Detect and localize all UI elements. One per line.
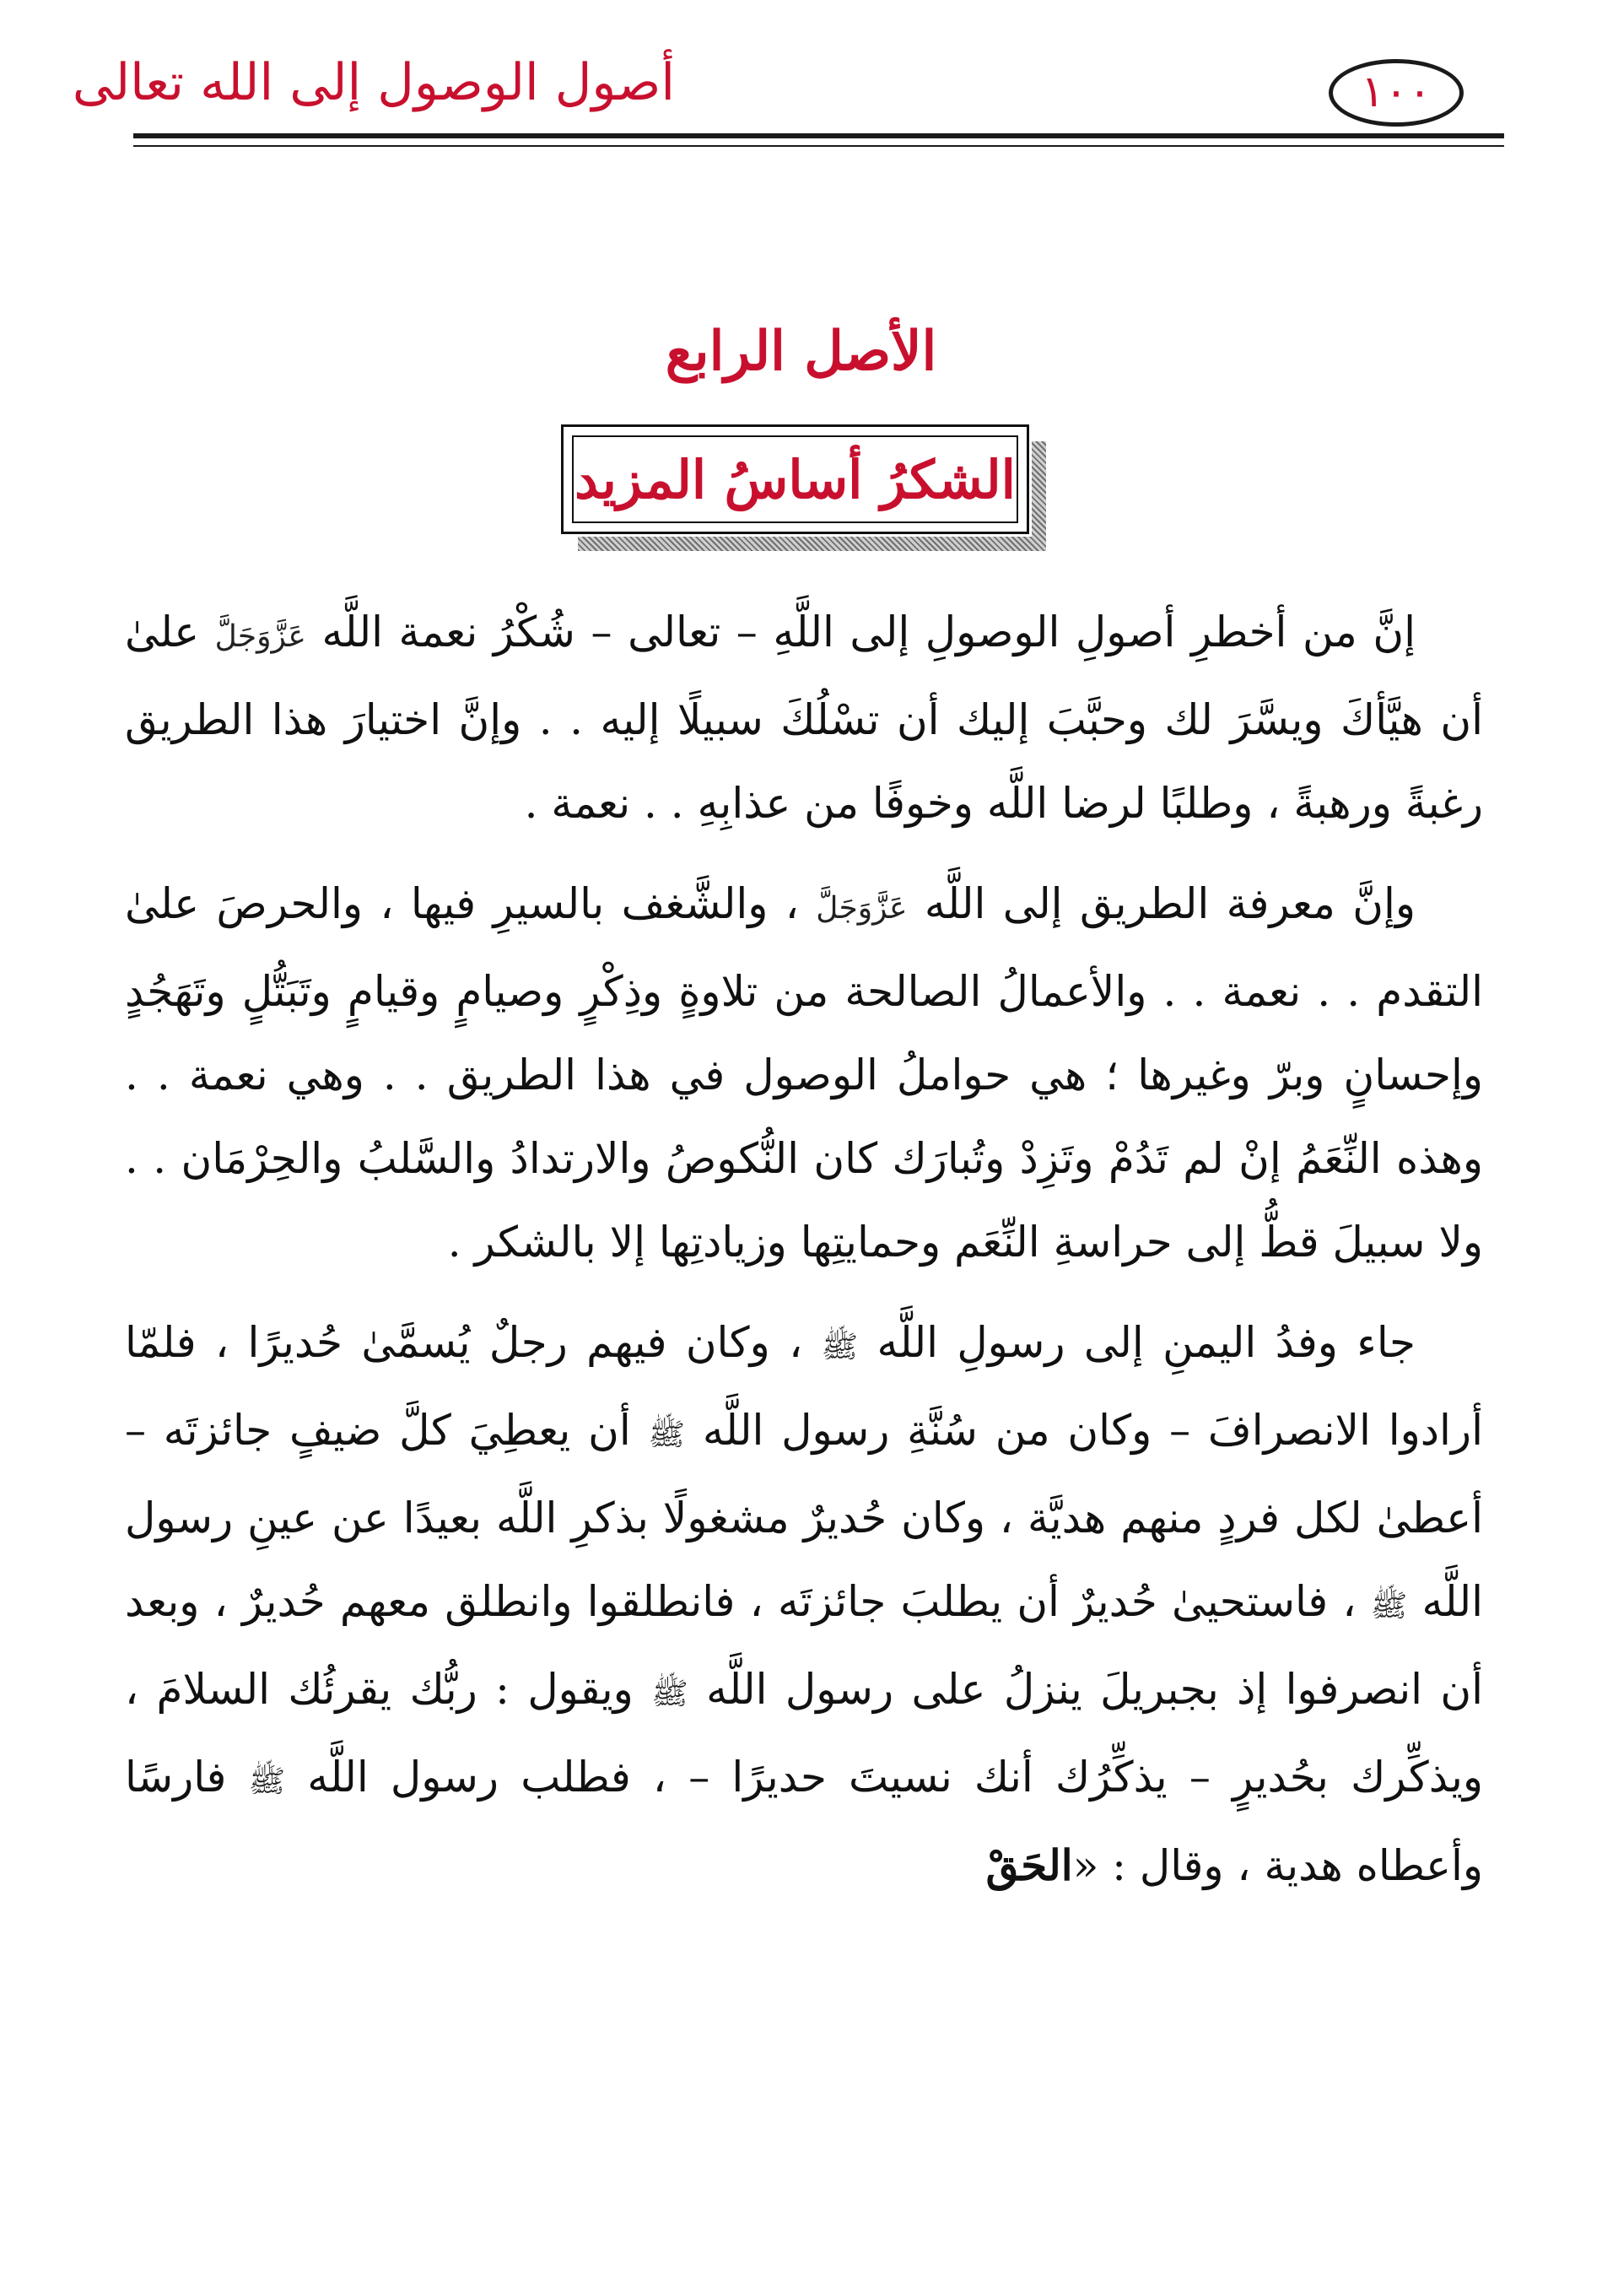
chapter-title: الأصل الرابع — [665, 320, 937, 383]
header-rule-thin — [133, 145, 1504, 147]
paragraph-1 — [125, 591, 1483, 845]
paragraph-2-text-2: ، والشَّغف بالسيرِ فيها ، والحرصَ علىٰ التقدم . . نعمة . . والأعمالُ الصالحة من تلاوةٍ وذِكْرٍ وصيامٍ وقيامٍ وتَبَتُّلٍ وتَهَجُدٍ وإحسانٍ وبرّ وغيرها ؛ هي حواملُ الوصول في هذا الطريق . . وهي نعمة . . وهذه النِّعَمُ إنْ لم تَدُمْ وتَزِدْ وتُبارَك كان النُّكوصُ والارتدادُ والسَّلبُ والحِرْمَان . . ولا سبيلَ قطُّ إلى حراسةِ النِّعَم وحمايتِها وزيادتِها إلا بالشكر . — [125, 879, 1483, 1267]
running-title: أصول الوصول إلى الله تعالى — [72, 53, 675, 112]
paragraph-3-text-4: ، فاستحيىٰ حُديرٌ أن يطلبَ جائزتَه ، فانطلقوا وانطلق معهم حُديرٌ ، وبعد أن انصرفوا إذ بجبريلَ ينزلُ على رسول اللَّه — [125, 1577, 1483, 1714]
header-rule-thick — [133, 133, 1504, 138]
honorific-salawat: ﷺ — [648, 1418, 686, 1452]
paragraph-3-text-1: جاء وفدُ اليمنِ إلى رسولِ اللَّه — [877, 1318, 1416, 1367]
honorific-azza-wa-jall: عَزَّوَجَلَّ — [816, 891, 908, 926]
subtitle-box — [561, 424, 1029, 534]
honorific-salawat: ﷺ — [1370, 1589, 1408, 1623]
paragraph-1-text-2: علىٰ أن هيَّأكَ ويسَّرَ لك وحبَّبَ إليك أن تسْلُكَ سبيلًا إليه . . وإنَّ اختيارَ هذا الطريق رغبةً ورهبةً ، وطلبًا لرضا اللَّه وخوفًا من عذابِهِ . . نعمة . — [125, 608, 1483, 828]
honorific-azza-wa-jall: عَزَّوَجَلَّ — [214, 619, 306, 654]
body-text — [125, 591, 1483, 1908]
subtitle-frame — [561, 424, 1046, 551]
paragraph-3-text-2: ، وكان فيهم رجلٌ يُسمَّىٰ حُديرًا ، فلمّا أرادوا الانصرافَ – وكان من سُنَّةِ رسول اللَّه — [125, 1318, 1483, 1455]
paragraph-3 — [125, 1301, 1483, 1908]
chapter-subtitle: الشكرُ أساسُ المزيد — [572, 435, 1018, 523]
honorific-salawat: ﷺ — [651, 1677, 688, 1711]
paragraph-3-text-5: ويقول : ربُّك يقرئُك السلامَ ، ويذكِّرك بحُديرٍ – يذكِّرُك أنك نسيتَ حديرًا – ، فطلب رسول اللَّه — [125, 1665, 1484, 1802]
paragraph-2-text-1: وإنَّ معرفة الطريق إلى اللَّه — [924, 879, 1416, 928]
page-number: ١٠٠ — [1329, 59, 1464, 127]
honorific-salawat: ﷺ — [248, 1764, 286, 1799]
paragraph-3-text-6: فارسًا وأعطاه هدية ، وقال : « — [125, 1753, 1483, 1890]
paragraph-2 — [125, 862, 1483, 1284]
honorific-salawat: ﷺ — [821, 1330, 859, 1364]
paragraph-3-text-3: أن يعطِيَ كلَّ ضيفٍ جائزتَه – أعطىٰ لكل فردٍ منهم هديَّة ، وكان حُديرٌ مشغولًا بذكرِ اللَّه بعيدًا عن عينِ رسول اللَّه — [125, 1406, 1483, 1626]
paragraph-3-bold-word: الحَقْ — [985, 1840, 1073, 1890]
paragraph-1-text-1: إنَّ من أخطرِ أصولِ الوصولِ إلى اللَّهِ – تعالى – شُكْرُ نعمة اللَّه — [321, 608, 1416, 656]
